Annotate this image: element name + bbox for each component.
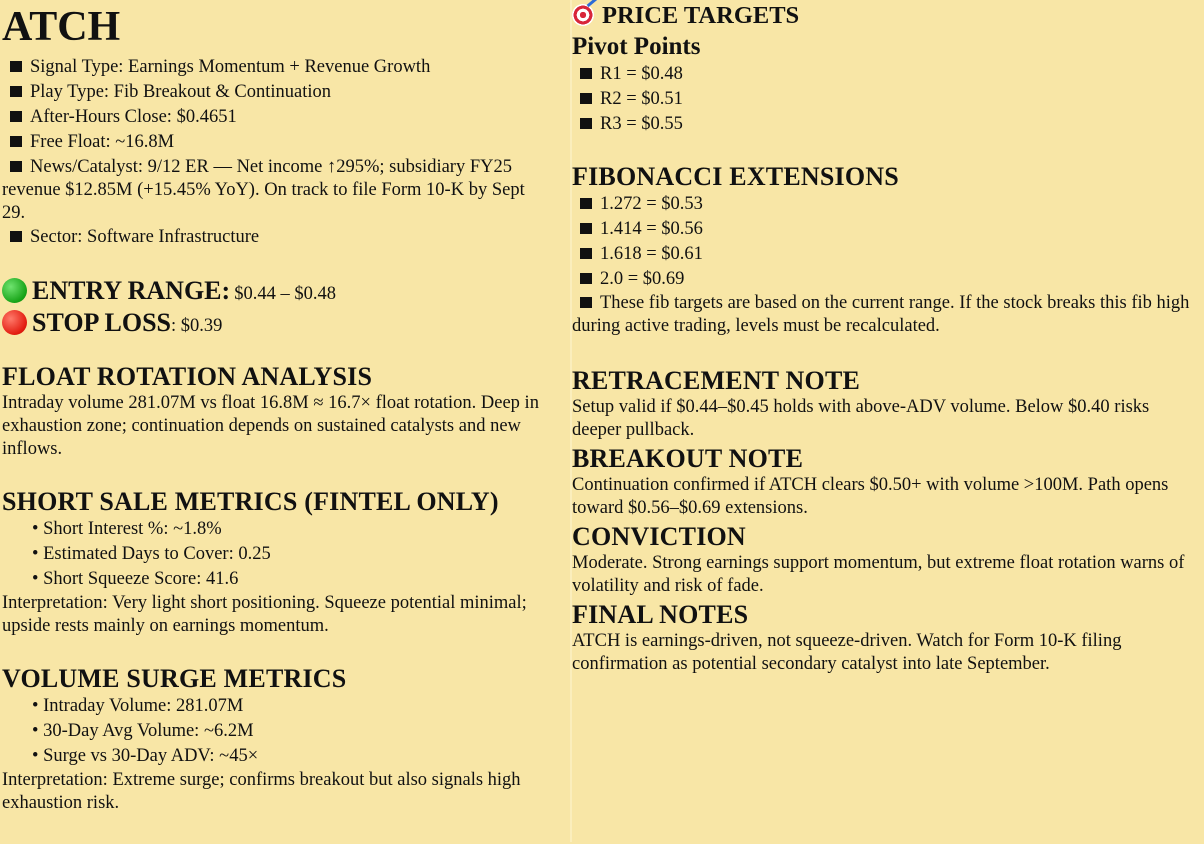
- square-bullet-icon: [10, 231, 22, 242]
- section-title: FIBONACCI EXTENSIONS: [572, 162, 899, 191]
- square-bullet-icon: [580, 273, 592, 284]
- section-title: FLOAT ROTATION ANALYSIS: [2, 362, 373, 391]
- list-item: • Surge vs 30-Day ADV: ~45×: [32, 746, 259, 766]
- overview-item: News/Catalyst: 9/12 ER — Net income ↑295%; subsidiary FY25: [2, 155, 570, 179]
- pivot-item: R1 = $0.48: [572, 62, 700, 87]
- list-item: • Estimated Days to Cover: 0.25: [32, 544, 271, 564]
- list-item: • Short Squeeze Score: 41.6: [32, 569, 239, 589]
- overview-list: Signal Type: Earnings Momentum + Revenue Growth Play Type: Fib Breakout & Continuation After-Hours Close: $0.4651 Free Float: ~16.8M News/Catalyst: 9/12 ER — Net income ↑295%; subsidiary FY25 revenue $12.85M (+15.45% YoY). On track to file Form 10-K by Sept 29. Sector: Software Infrastructure: [2, 55, 570, 250]
- pivot-item: R2 = $0.51: [572, 87, 700, 112]
- square-bullet-icon: [580, 198, 592, 209]
- ticker-heading: ATCH: [2, 4, 121, 50]
- section-title: FINAL NOTES: [572, 600, 749, 629]
- square-bullet-icon: [10, 161, 22, 172]
- pivot-points: [572, 32, 700, 137]
- square-bullet-icon: [580, 248, 592, 259]
- subsection-title: Pivot Points: [572, 33, 701, 60]
- section-text: Setup valid if $0.44–$0.45 holds with above-ADV volume. Below $0.40 risks deeper pullback.: [572, 397, 1150, 440]
- section-text: ATCH is earnings-driven, not squeeze-driven. Watch for Form 10-K filing confirmation as potential secondary catalyst into late September.: [572, 631, 1122, 674]
- square-bullet-icon: [580, 223, 592, 234]
- overview-item: After-Hours Close: $0.4651: [2, 105, 570, 130]
- volume-section: [2, 664, 568, 815]
- left-column: [2, 0, 570, 842]
- red-circle-icon: [2, 310, 27, 335]
- square-bullet-icon: [10, 86, 22, 97]
- square-bullet-icon: [10, 136, 22, 147]
- overview-item: Free Float: ~16.8M: [2, 130, 570, 155]
- square-bullet-icon: [10, 111, 22, 122]
- retracement-section: [572, 366, 1200, 442]
- section-text: Moderate. Strong earnings support momentum, but extreme float rotation warns of volatility and risk of fade.: [572, 553, 1185, 596]
- square-bullet-icon: [580, 297, 592, 308]
- fib-item: 1.272 = $0.53: [572, 192, 1200, 217]
- breakout-section: [572, 444, 1200, 520]
- square-bullet-icon: [10, 61, 22, 72]
- final-notes-section: [572, 600, 1200, 676]
- green-circle-icon: [2, 278, 27, 303]
- short-sale-section: [2, 487, 568, 638]
- section-title: RETRACEMENT NOTE: [572, 366, 861, 395]
- section-title: BREAKOUT NOTE: [572, 444, 804, 473]
- entry-range: ENTRY RANGE: $0.44 – $0.48: [2, 276, 336, 306]
- list-item: • Intraday Volume: 281.07M: [32, 696, 244, 716]
- right-column: [572, 0, 1202, 842]
- overview-item: Signal Type: Earnings Momentum + Revenue Growth: [2, 55, 570, 80]
- price-targets-heading: PRICE TARGETS: [572, 2, 799, 30]
- dart-target-icon: [572, 4, 594, 26]
- section-title: CONVICTION: [572, 522, 746, 551]
- square-bullet-icon: [580, 68, 592, 79]
- fib-item: 2.0 = $0.69: [572, 267, 1200, 292]
- interpretation-text: Interpretation: Very light short positioning. Squeeze potential minimal; upside rests mainly on earnings momentum.: [2, 593, 527, 636]
- section-title: SHORT SALE METRICS (FINTEL ONLY): [2, 487, 499, 516]
- square-bullet-icon: [580, 118, 592, 129]
- square-bullet-icon: [580, 93, 592, 104]
- list-item: • Short Interest %: ~1.8%: [32, 519, 222, 539]
- fib-item: 1.414 = $0.56: [572, 217, 1200, 242]
- section-text: Continuation confirmed if ATCH clears $0.50+ with volume >100M. Path opens toward $0.56–$0.69 extensions.: [572, 475, 1169, 518]
- section-text: Intraday volume 281.07M vs float 16.8M ≈ 16.7× float rotation. Deep in exhaustion zone; continuation depends on sustained catalysts and new inflows.: [2, 393, 539, 459]
- interpretation-text: Interpretation: Extreme surge; confirms breakout but also signals high exhaustion risk.: [2, 770, 521, 813]
- stop-loss: STOP LOSS: $0.39: [2, 308, 222, 338]
- list-item: • 30-Day Avg Volume: ~6.2M: [32, 721, 254, 741]
- overview-item: Play Type: Fib Breakout & Continuation: [2, 80, 570, 105]
- overview-item: Sector: Software Infrastructure: [2, 225, 570, 250]
- fib-note: These fib targets are based on the current range. If the stock breaks this fib high during active trading, levels must be recalculated.: [572, 293, 1190, 336]
- fib-item: 1.618 = $0.61: [572, 242, 1200, 267]
- float-rotation-section: [2, 362, 568, 461]
- section-title: VOLUME SURGE METRICS: [2, 664, 347, 693]
- conviction-section: [572, 522, 1200, 598]
- pivot-item: R3 = $0.55: [572, 112, 700, 137]
- fibonacci-section: [572, 162, 1200, 338]
